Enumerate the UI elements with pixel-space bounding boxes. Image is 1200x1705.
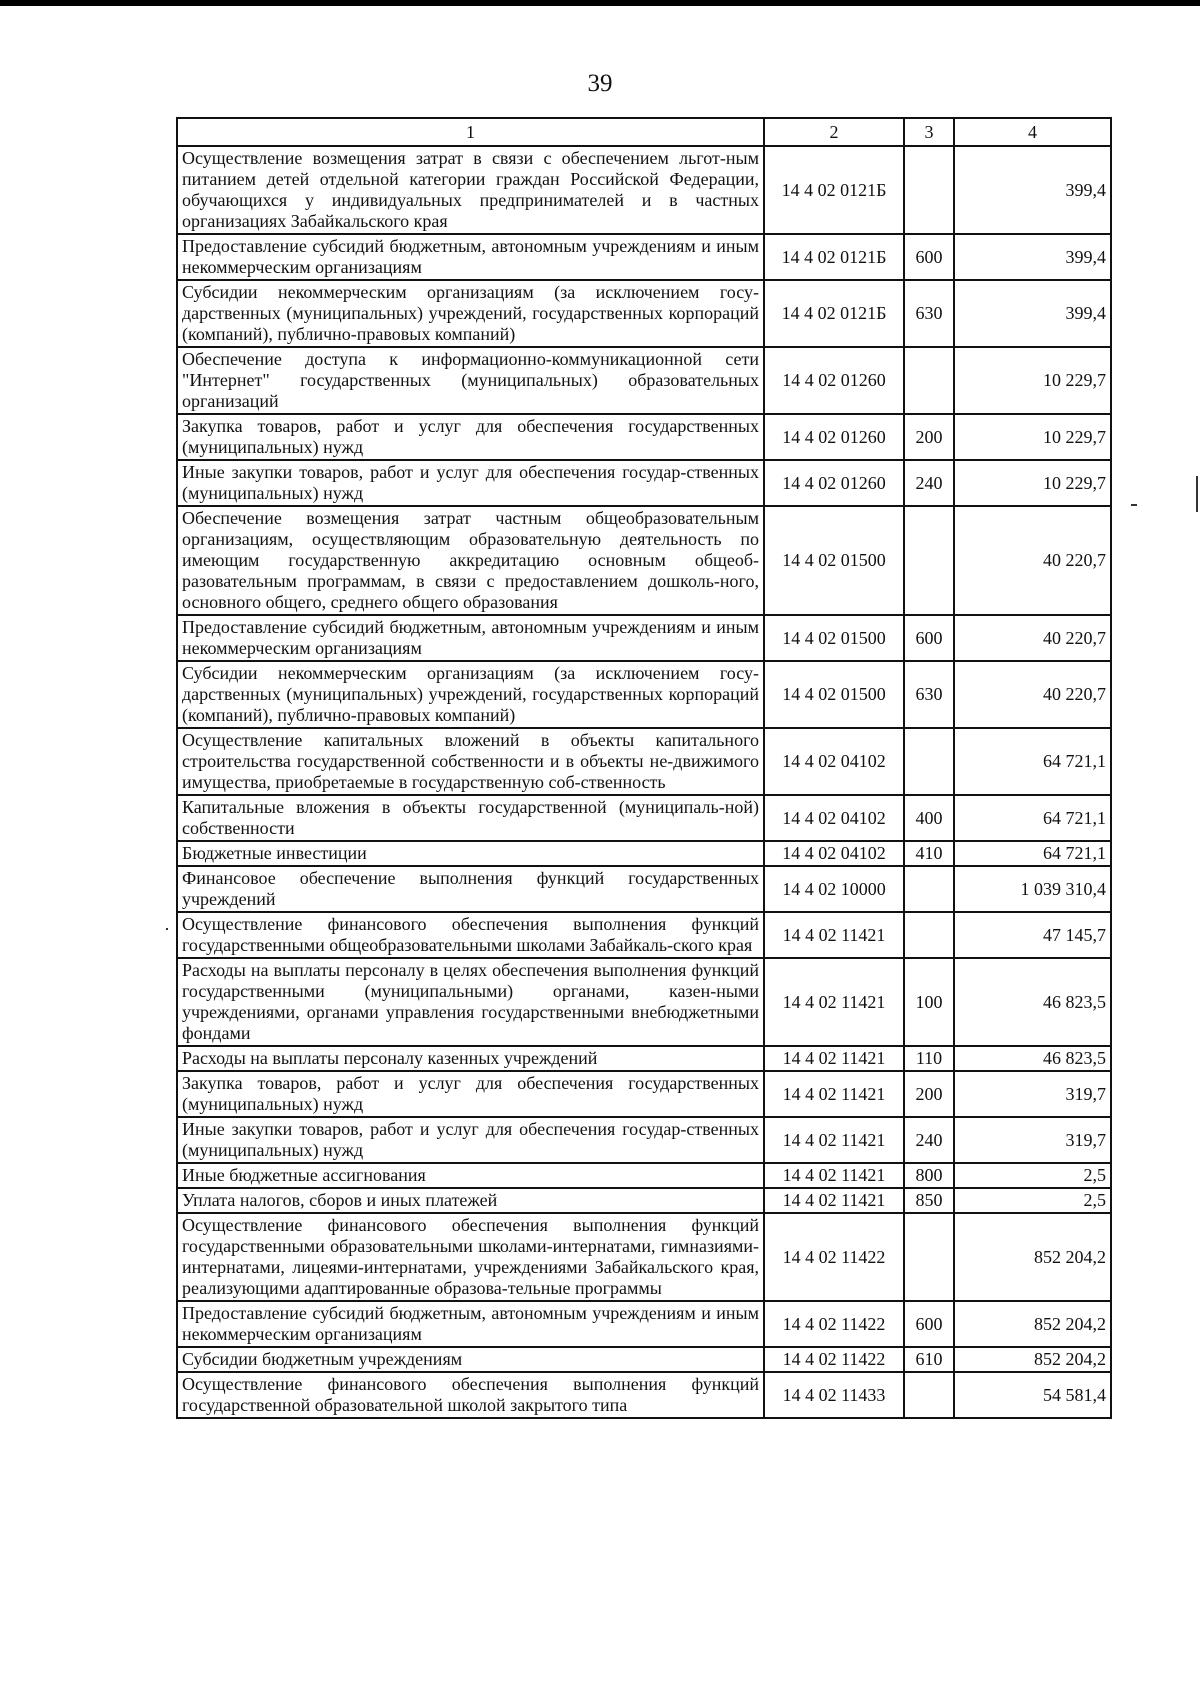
row-amount: 40 220,7: [954, 661, 1111, 728]
table-row: [177, 506, 1111, 615]
row-expense-type: [904, 506, 954, 615]
table-row: [177, 1163, 1111, 1188]
row-code: 14 4 02 01500: [764, 615, 904, 661]
row-expense-type: 630: [904, 661, 954, 728]
table-row: [177, 234, 1111, 280]
row-expense-type: 800: [904, 1163, 954, 1188]
row-expense-type: 240: [904, 460, 954, 506]
row-name: Закупка товаров, работ и услуг для обеспечения государственных (муниципальных) нужд: [177, 414, 764, 460]
row-expense-type: 200: [904, 1071, 954, 1117]
row-expense-type: [904, 728, 954, 795]
row-name: Иные бюджетные ассигнования: [177, 1163, 764, 1188]
table-row: [177, 615, 1111, 661]
row-expense-type: [904, 347, 954, 414]
column-header-name: 1: [177, 118, 764, 146]
row-code: 14 4 02 01260: [764, 460, 904, 506]
row-name: Иные закупки товаров, работ и услуг для обеспечения государ-ственных (муниципальных) нужд: [177, 1117, 764, 1163]
row-name: Осуществление возмещения затрат в связи с обеспечением льгот-ным питанием детей отдельной категории граждан Российской Федерации, обучающихся у индивидуальных предпринимателей и в частных организациях Забайкальского края: [177, 146, 764, 234]
table-row: [177, 347, 1111, 414]
row-code: 14 4 02 0121Б: [764, 234, 904, 280]
row-amount: 54 581,4: [954, 1372, 1111, 1418]
row-name: Обеспечение доступа к информационно-коммуникационной сети "Интернет" государственных (муниципальных) образовательных организаций: [177, 347, 764, 414]
table-row: [177, 841, 1111, 866]
row-amount: 399,4: [954, 280, 1111, 347]
row-name: Предоставление субсидий бюджетным, автономным учреждениям и иным некоммерческим организациям: [177, 1301, 764, 1347]
table-row: [177, 1301, 1111, 1347]
row-expense-type: 410: [904, 841, 954, 866]
row-name: Предоставление субсидий бюджетным, автономным учреждениям и иным некоммерческим организациям: [177, 615, 764, 661]
row-name: Расходы на выплаты персоналу казенных учреждений: [177, 1046, 764, 1071]
row-code: 14 4 02 0121Б: [764, 280, 904, 347]
row-code: 14 4 02 10000: [764, 866, 904, 912]
row-amount: 64 721,1: [954, 795, 1111, 841]
row-name: Субсидии некоммерческим организациям (за исключением госу-дарственных (муниципальных) учреждений, государственных корпораций (компаний), публично-правовых компаний): [177, 661, 764, 728]
row-amount: 40 220,7: [954, 506, 1111, 615]
row-name: Расходы на выплаты персоналу в целях обеспечения выполнения функций государственными (муниципальными) органами, казен-ными учреждениями, органами управления государственными внебюджетными фондами: [177, 958, 764, 1046]
row-amount: 2,5: [954, 1163, 1111, 1188]
row-amount: 46 823,5: [954, 958, 1111, 1046]
row-code: 14 4 02 04102: [764, 728, 904, 795]
table-row: [177, 728, 1111, 795]
row-code: 14 4 02 11433: [764, 1372, 904, 1418]
table-row: [177, 866, 1111, 912]
table-row: [177, 795, 1111, 841]
row-expense-type: 240: [904, 1117, 954, 1163]
row-name: Предоставление субсидий бюджетным, автономным учреждениям и иным некоммерческим организациям: [177, 234, 764, 280]
row-amount: 64 721,1: [954, 841, 1111, 866]
row-amount: 10 229,7: [954, 414, 1111, 460]
table-row: [177, 1071, 1111, 1117]
table-row: [177, 414, 1111, 460]
table-row: [177, 280, 1111, 347]
row-expense-type: 630: [904, 280, 954, 347]
table-row: [177, 1347, 1111, 1372]
row-name: Бюджетные инвестиции: [177, 841, 764, 866]
table-row: [177, 460, 1111, 506]
row-code: 14 4 02 01260: [764, 347, 904, 414]
row-name: Субсидии бюджетным учреждениям: [177, 1347, 764, 1372]
row-expense-type: 110: [904, 1046, 954, 1071]
table-row: [177, 1117, 1111, 1163]
table-header-row: [177, 118, 1111, 146]
row-code: 14 4 02 11422: [764, 1301, 904, 1347]
table-row: [177, 1188, 1111, 1213]
row-name: Закупка товаров, работ и услуг для обеспечения государственных (муниципальных) нужд: [177, 1071, 764, 1117]
row-name: Осуществление финансового обеспечения выполнения функций государственной образовательной школой закрытого типа: [177, 1372, 764, 1418]
row-amount: 2,5: [954, 1188, 1111, 1213]
table-row: [177, 661, 1111, 728]
row-code: 14 4 02 01260: [764, 414, 904, 460]
row-code: 14 4 02 11421: [764, 1188, 904, 1213]
row-name: Осуществление капитальных вложений в объекты капитального строительства государственной собственности и в объекты не-движимого имущества, приобретаемые в государственную соб-ственность: [177, 728, 764, 795]
table-row: [177, 1372, 1111, 1418]
row-code: 14 4 02 11421: [764, 912, 904, 958]
row-code: 14 4 02 11422: [764, 1213, 904, 1301]
row-amount: 1 039 310,4: [954, 866, 1111, 912]
table-row: [177, 958, 1111, 1046]
row-expense-type: [904, 146, 954, 234]
row-code: 14 4 02 01500: [764, 506, 904, 615]
row-name: Капитальные вложения в объекты государственной (муниципаль-ной) собственности: [177, 795, 764, 841]
column-header-type: 3: [904, 118, 954, 146]
row-code: 14 4 02 04102: [764, 841, 904, 866]
table-row: [177, 1046, 1111, 1071]
page-number: 39: [587, 70, 613, 97]
row-name: Иные закупки товаров, работ и услуг для обеспечения государ-ственных (муниципальных) нужд: [177, 460, 764, 506]
row-expense-type: [904, 1372, 954, 1418]
row-code: 14 4 02 11421: [764, 958, 904, 1046]
table-row: [177, 912, 1111, 958]
row-amount: 40 220,7: [954, 615, 1111, 661]
row-name: Обеспечение возмещения затрат частным общеобразовательным организациям, осуществляющим образовательную деятельность по имеющим государственную аккредитацию основным общеоб-разовательным программам, в связи с предоставлением дошколь-ного, основного общего, среднего общего образования: [177, 506, 764, 615]
row-code: 14 4 02 11422: [764, 1347, 904, 1372]
row-amount: 10 229,7: [954, 460, 1111, 506]
row-amount: 399,4: [954, 234, 1111, 280]
row-amount: 10 229,7: [954, 347, 1111, 414]
row-expense-type: 600: [904, 1301, 954, 1347]
row-name: Уплата налогов, сборов и иных платежей: [177, 1188, 764, 1213]
row-amount: 852 204,2: [954, 1213, 1111, 1301]
row-code: 14 4 02 11421: [764, 1071, 904, 1117]
scan-border-top: [0, 0, 1200, 6]
row-code: 14 4 02 0121Б: [764, 146, 904, 234]
row-code: 14 4 02 11421: [764, 1046, 904, 1071]
row-expense-type: 600: [904, 615, 954, 661]
column-header-amount: 4: [954, 118, 1111, 146]
row-amount: 852 204,2: [954, 1301, 1111, 1347]
row-expense-type: 610: [904, 1347, 954, 1372]
row-expense-type: 600: [904, 234, 954, 280]
row-expense-type: [904, 912, 954, 958]
row-code: 14 4 02 01500: [764, 661, 904, 728]
table-body: [177, 146, 1111, 1418]
row-amount: 46 823,5: [954, 1046, 1111, 1071]
row-amount: 47 145,7: [954, 912, 1111, 958]
row-expense-type: [904, 866, 954, 912]
row-amount: 399,4: [954, 146, 1111, 234]
row-amount: 319,7: [954, 1071, 1111, 1117]
row-code: 14 4 02 04102: [764, 795, 904, 841]
budget-table: [176, 117, 1112, 1419]
row-amount: 319,7: [954, 1117, 1111, 1163]
table-row: [177, 146, 1111, 234]
row-name: Субсидии некоммерческим организациям (за исключением госу-дарственных (муниципальных) учреждений, государственных корпораций (компаний), публично-правовых компаний): [177, 280, 764, 347]
row-amount: 852 204,2: [954, 1347, 1111, 1372]
table-row: [177, 1213, 1111, 1301]
row-expense-type: 200: [904, 414, 954, 460]
row-expense-type: 100: [904, 958, 954, 1046]
row-name: Осуществление финансового обеспечения выполнения функций государственными общеобразовательными школами Забайкаль-ского края: [177, 912, 764, 958]
row-expense-type: 850: [904, 1188, 954, 1213]
row-name: Осуществление финансового обеспечения выполнения функций государственными образовательными школами-интернатами, гимназиями-интернатами, лицеями-интернатами, учреждениями Забайкальского края, реализующими адаптированные образова-тельные программы: [177, 1213, 764, 1301]
row-expense-type: [904, 1213, 954, 1301]
row-code: 14 4 02 11421: [764, 1117, 904, 1163]
row-amount: 64 721,1: [954, 728, 1111, 795]
row-name: Финансовое обеспечение выполнения функций государственных учреждений: [177, 866, 764, 912]
row-code: 14 4 02 11421: [764, 1163, 904, 1188]
row-expense-type: 400: [904, 795, 954, 841]
column-header-code: 2: [764, 118, 904, 146]
